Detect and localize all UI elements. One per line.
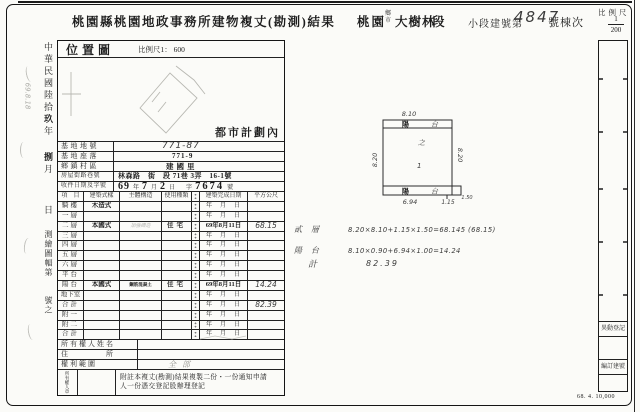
table-row-grandtotal: 合計 年 月 日 — [58, 329, 284, 339]
receipt-day: 2 — [160, 181, 167, 191]
site-location-row — [58, 151, 284, 161]
strip-tick — [623, 78, 627, 80]
receipt-year: 69 — [118, 181, 130, 191]
site-lot-row — [58, 141, 284, 151]
unit-xiang: 鄉 — [385, 11, 392, 17]
receipt-month: 7 — [142, 181, 149, 191]
table-row-floor2: 二層 本國式 加強磚造 住宅 69年8月11日 68.15 — [58, 221, 284, 231]
col-completion-date: 建築完成日期 — [200, 192, 248, 201]
site-location-value: 771-9 — [172, 151, 194, 160]
print-edition-note: 68. 4. 10,000 — [577, 394, 615, 400]
strip-tick — [599, 131, 603, 133]
strip-tick — [599, 78, 603, 80]
town-unit-options — [385, 11, 391, 24]
strip-tick — [623, 241, 627, 243]
table-row-arcade: 騎樓 木造式 年 月 日 — [58, 201, 284, 211]
dim-bottom: 6.94 — [402, 198, 418, 206]
era-year-digit: 玖 — [43, 114, 53, 126]
owner-name-row — [58, 339, 284, 349]
year-label: 年 — [133, 184, 140, 191]
binding-strip — [598, 40, 628, 392]
col-narrow — [192, 192, 200, 201]
calc-total-value: 82.39 — [366, 259, 399, 268]
receipt-value — [114, 182, 284, 191]
building-no-prefix: 小段建號第 — [468, 19, 523, 30]
table-row-platform: 平台 年 月 日 — [58, 270, 284, 280]
location-map-header — [58, 41, 284, 58]
era-month-digit: 捌 — [43, 152, 53, 164]
strip-tick — [599, 241, 603, 243]
era-prefix: 中華民國陸拾 — [43, 42, 53, 114]
era-month-text — [42, 152, 54, 176]
receipt-no-label: 號 — [227, 184, 234, 191]
year-label: 年 — [43, 126, 53, 138]
footer-note — [116, 370, 284, 395]
col-use: 使用種類 — [162, 192, 192, 201]
col-style: 建築式樣 — [84, 192, 120, 201]
dim-notch1: 1.15 — [441, 199, 455, 206]
plan-inner-char: 之 — [418, 139, 425, 147]
table-row-annex2: 附二 年 月 日 — [58, 320, 284, 330]
document-title: 桃園縣桃園地政事務所建物複丈(勘測)結果 — [72, 15, 336, 29]
urban-planning-note: 都市計劃內 — [215, 126, 280, 139]
survey-form-table — [57, 40, 285, 396]
building-number-box: 編訂建號 — [599, 359, 627, 375]
table-header-row — [58, 191, 284, 201]
unit-shi: 市 — [385, 17, 392, 24]
calc-floor2-formula: 8.20×8.10+1.15×1.50=68.145 (68.15) — [348, 226, 496, 234]
scale-denominator: 200 — [610, 26, 622, 34]
month-label: 月 — [43, 164, 53, 176]
plan-inner-number: 1 — [417, 162, 422, 170]
month-label: 月 — [151, 184, 158, 191]
owner-address-label: 住 所 — [58, 350, 138, 359]
owner-name-value — [138, 340, 284, 349]
pencil-mark — [20, 142, 27, 158]
address-value: 林森路 街 段 71巷 3弄 16-1號 — [118, 171, 232, 180]
fraction-bar — [608, 24, 624, 25]
building-no-handwritten: 4847 — [514, 8, 561, 26]
balcony-bottom-char1: 陽 — [402, 187, 409, 196]
owner-seal-label: 所有權人章 — [58, 370, 78, 395]
seal-blank-area — [78, 370, 116, 395]
footer-note-line1: 附註本複丈(勘測)結果複製二份・一份通知申請 — [120, 374, 268, 382]
town-name: 桃園 — [357, 15, 387, 29]
footer-note-box — [58, 369, 284, 395]
table-row-subtotal: 合計 年 月 日 82.39 — [58, 300, 284, 310]
building-no-suffix: 號棟次 — [548, 17, 584, 29]
address-row — [58, 171, 284, 181]
scale-fraction — [608, 15, 624, 34]
location-map-scale: 比例尺1： 600 — [138, 44, 185, 54]
receipt-zi: 字 — [186, 184, 193, 191]
table-row-floor1: 一層 年 月 日 — [58, 211, 284, 221]
site-lot-value: 771-87 — [162, 141, 200, 151]
map-sheet-label: 測繪圖幅第 — [44, 230, 53, 278]
scan-edge-line — [18, 1, 632, 3]
calc-balcony-formula: 8.10×0.90+6.94×1.00=14.24 — [348, 247, 461, 255]
strip-tick — [623, 188, 627, 190]
strip-tick — [599, 188, 603, 190]
dim-notch2: 1.50 — [461, 195, 473, 201]
location-map-area — [58, 58, 284, 141]
col-structure: 主體構造 — [120, 192, 162, 201]
owner-address-value — [138, 350, 284, 359]
scale-numerator: 1 — [614, 15, 618, 23]
village-row — [58, 161, 284, 171]
receipt-number: 7674 — [195, 181, 225, 191]
village-label: 鄉鎮村區 — [58, 162, 114, 171]
rights-scope-row — [58, 359, 284, 369]
change-registration-box: 異動登記 — [599, 321, 627, 337]
rights-scope-label: 權利範圍 — [58, 360, 138, 369]
strip-tick — [599, 294, 603, 296]
dim-left: 8.20 — [371, 152, 379, 168]
balcony-top-char1: 陽 — [402, 120, 409, 129]
era-year-text — [42, 42, 54, 138]
handwritten-date: 69.8.18 — [23, 82, 32, 110]
dim-right: 8.20 — [456, 147, 464, 163]
scale-label: 比例尺 — [598, 8, 630, 17]
receipt-label: 收件日期及字號 — [58, 182, 114, 191]
dim-top: 8.10 — [401, 110, 417, 118]
balcony-bottom-char2: 台 — [431, 187, 438, 196]
section-label: 段 — [432, 15, 447, 29]
rights-scope-value: 全部 — [168, 360, 196, 370]
calc-balcony-label: 陽台 — [294, 246, 328, 255]
owner-address-row — [58, 349, 284, 359]
balcony-top-char2: 台 — [431, 120, 438, 129]
village-value: 建國里 — [166, 161, 198, 171]
table-row-floor5: 五層 年 月 日 — [58, 250, 284, 260]
page-edge-line — [634, 0, 636, 412]
site-lot-label: 基地地號 — [58, 142, 114, 151]
owner-name-label: 所有權人姓名 — [58, 340, 138, 349]
col-item: 項 目 — [58, 192, 84, 201]
table-row-floor6: 六層 年 月 日 — [58, 260, 284, 270]
calc-floor2-label: 貳層 — [294, 225, 328, 234]
strip-tick — [623, 131, 627, 133]
receipt-row — [58, 181, 284, 191]
table-row-floor4: 四層 年 月 日 — [58, 240, 284, 250]
section-name: 大樹林 — [395, 15, 436, 29]
table-row-annex1: 附一 年 月 日 — [58, 310, 284, 320]
table-row-floor3: 三層 年 月 日 — [58, 231, 284, 241]
address-label: 房屋街路巷號 — [58, 172, 114, 181]
location-map-title: 位置圖 — [66, 42, 115, 57]
table-row-balcony: 陽台 本國式 鋼筋混凝土 住宅 69年8月11日 14.24 — [58, 280, 284, 290]
site-location-label: 基地座落 — [58, 152, 114, 161]
day-label: 日 — [169, 184, 176, 191]
strip-tick — [623, 294, 627, 296]
footer-note-line2: 人一份憑交登記股辦理登記 — [120, 383, 206, 391]
table-row-basement: 地下室 年 月 日 — [58, 290, 284, 300]
col-area: 平方公尺 — [253, 192, 278, 199]
day-label: 日 — [43, 205, 53, 217]
map-sheet-suffix: 號之 — [44, 296, 53, 315]
calc-total-label: 計 — [308, 260, 318, 270]
